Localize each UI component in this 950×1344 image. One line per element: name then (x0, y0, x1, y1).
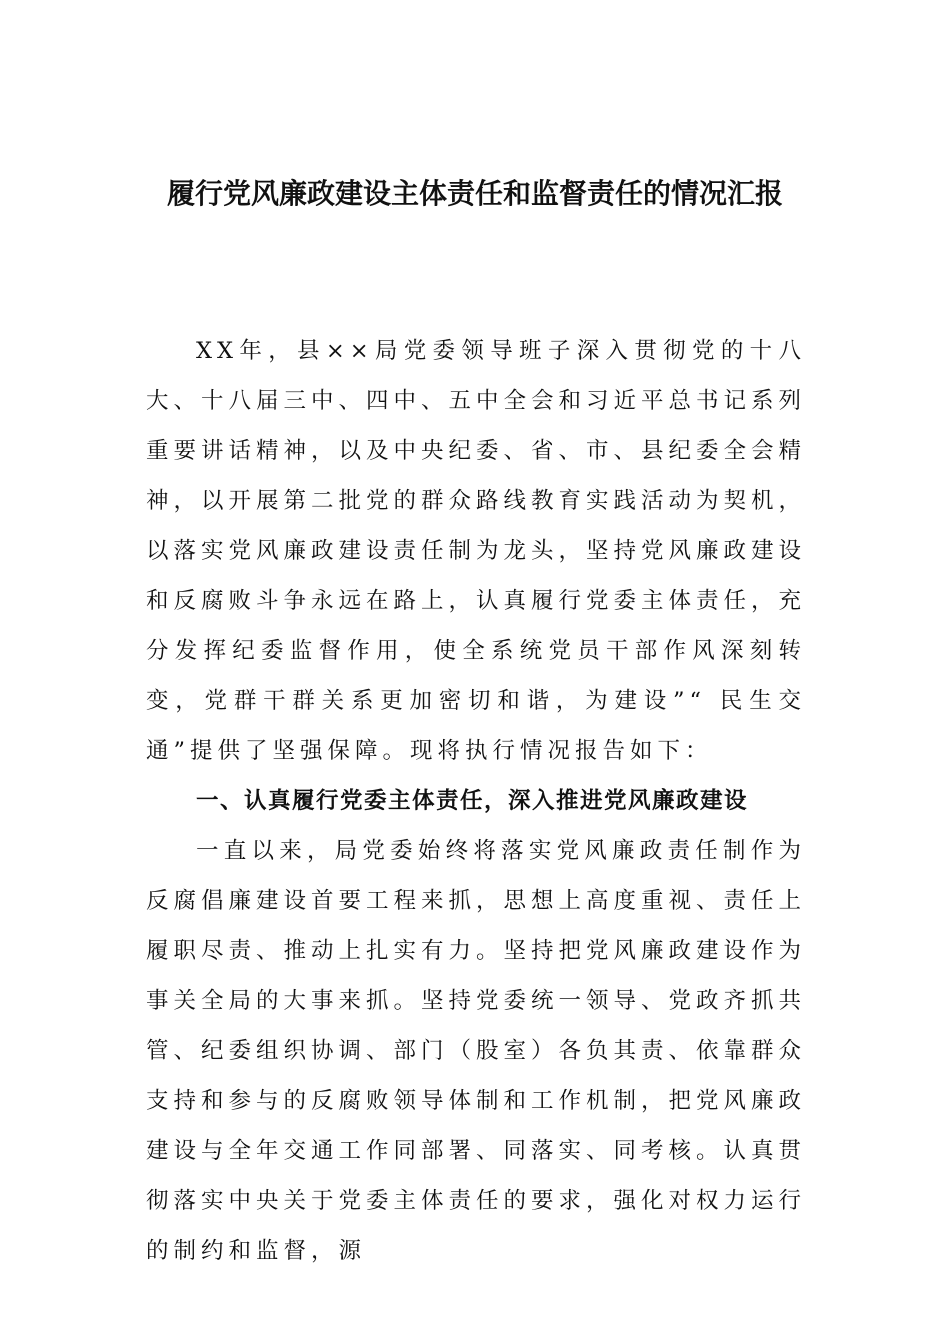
document-body (146, 326, 806, 1276)
section-heading: 一、认真履行党委主体责任，深入推进党风廉政建设 (196, 788, 749, 814)
intro-paragraph: XX年，县××局党委领导班子深入贯彻党的十八大、十八届三中、四中、五中全会和习近平总书记系列重要讲话精神，以及中央纪委、省、市、县纪委全会精神，以开展第二批党的群众路线教育实践活动为契机，以落实党风廉政建设责任制为龙头，坚持党风廉政建设和反腐败斗争永远在路上，认真履行党委主体责任，充分发挥纪委监督作用，使全系统党员干部作风深刻转变，党群干群关系更加密切和谐，为建设”“ 民生交通”提供了坚强保障。现将执行情况报告如下： (146, 338, 807, 764)
section-paragraph: 一直以来，局党委始终将落实党风廉政责任制作为反腐倡廉建设首要工程来抓，思想上高度重视、责任上履职尽责、推动上扎实有力。坚持把党风廉政建设作为事关全局的大事来抓。坚持党委统一领导、党政齐抓共管、纪委组织协调、部门（股室）各负其责、依靠群众支持和参与的反腐败领导体制和工作机制，把党风廉政建设与全年交通工作同部署、同落实、同考核。认真贯彻落实中央关于党委主体责任的要求，强化对权力运行的制约和监督，源 (146, 838, 807, 1264)
document-title: 履行党风廉政建设主体责任和监督责任的情况汇报 (166, 177, 783, 210)
